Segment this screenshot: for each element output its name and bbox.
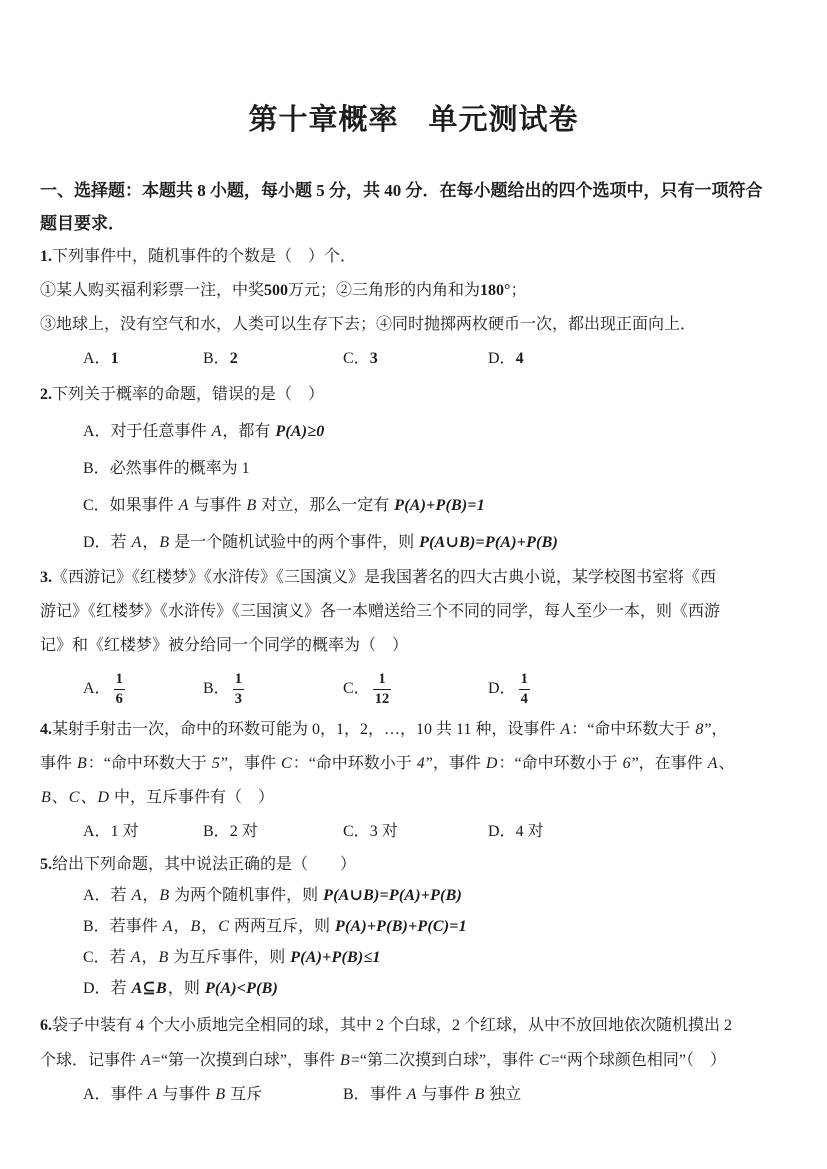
question-5-option-c: C．若 A，B 为互斥事件，则 P(A)+P(B)≤1 bbox=[83, 949, 381, 966]
question-6-option-b bbox=[343, 1078, 787, 1112]
fraction-numerator: 1 bbox=[115, 671, 123, 688]
option-label: A． bbox=[83, 350, 111, 367]
option-label: D． bbox=[488, 350, 516, 367]
question-5 bbox=[40, 849, 787, 1004]
question-6 bbox=[40, 1008, 787, 1112]
section-heading bbox=[40, 174, 787, 240]
option-label: C． bbox=[343, 823, 370, 840]
question-1-options bbox=[40, 342, 787, 376]
question-3-option-a bbox=[83, 670, 203, 707]
question-1-option-a bbox=[83, 342, 203, 376]
question-4 bbox=[40, 713, 787, 849]
question-3-option-b bbox=[203, 670, 343, 707]
question-3-options bbox=[40, 665, 787, 713]
question-4-option-b bbox=[203, 815, 343, 849]
section-heading-line-2: 题目要求． bbox=[40, 214, 125, 233]
fraction-denominator: 3 bbox=[234, 690, 242, 707]
option-label: A． bbox=[83, 1086, 111, 1103]
option-value: 2 对 bbox=[229, 823, 258, 840]
fraction-one-sixth bbox=[114, 670, 125, 707]
option-label: B． bbox=[343, 1086, 370, 1103]
question-3-option-d bbox=[488, 670, 787, 707]
option-label: C． bbox=[343, 350, 370, 367]
option-label: C． bbox=[343, 680, 370, 697]
question-1-items-line-2: ③地球上，没有空气和水，人类可以生存下去；④同时抛掷两枚硬币一次，都出现正面向上． bbox=[40, 316, 697, 333]
question-2-option-d: D．若 A，B 是一个随机试验中的两个事件，则 P(A∪B)=P(A)+P(B) bbox=[83, 534, 558, 551]
question-1-option-c bbox=[343, 342, 488, 376]
fraction-numerator: 1 bbox=[234, 671, 242, 688]
question-2-option-a: A．对于任意事件 A，都有 P(A)≥0 bbox=[83, 423, 325, 440]
question-4-option-a bbox=[83, 815, 203, 849]
question-2-option-c: C．如果事件 A 与事件 B 对立，那么一定有 P(A)+P(B)=1 bbox=[83, 497, 485, 514]
question-1 bbox=[40, 240, 787, 376]
fraction-one-quarter bbox=[519, 670, 530, 707]
option-label: D． bbox=[488, 823, 516, 840]
option-label: B． bbox=[203, 823, 230, 840]
option-value: 3 bbox=[369, 350, 378, 367]
fraction-denominator: 6 bbox=[115, 690, 123, 707]
document-title: 第十章概率 单元测试卷 bbox=[248, 104, 579, 136]
question-5-option-d: D．若 A⊆B，则 P(A)<P(B) bbox=[83, 980, 279, 997]
option-label: B． bbox=[203, 350, 230, 367]
fraction-one-third bbox=[233, 670, 244, 707]
question-4-line-2: 事件 B：“命中环数大于 5”，事件 C：“命中环数小于 4”，事件 D：“命中环数小于 6”，在事件 A、 bbox=[40, 755, 735, 772]
question-2 bbox=[40, 376, 787, 561]
question-2-stem: 2.下列关于概率的命题，错误的是（ ） bbox=[40, 386, 325, 403]
option-value: 1 对 bbox=[110, 823, 139, 840]
option-label: A． bbox=[83, 823, 111, 840]
question-2-option-b: B．必然事件的概率为 1 bbox=[83, 460, 250, 477]
question-4-option-d bbox=[488, 815, 787, 849]
option-value: 事件 A 与事件 B 独立 bbox=[369, 1086, 522, 1103]
question-5-option-a: A．若 A，B 为两个随机事件，则 P(A∪B)=P(A)+P(B) bbox=[83, 887, 462, 904]
question-3 bbox=[40, 561, 787, 713]
question-1-option-d bbox=[488, 342, 787, 376]
question-5-option-b: B．若事件 A，B，C 两两互斥，则 P(A)+P(B)+P(C)=1 bbox=[83, 918, 467, 935]
question-4-line-1: 4.某射手射击一次，命中的环数可能为 0，1，2，…，10 共 11 种，设事件 A：“命中环数大于 8”， bbox=[40, 721, 728, 738]
question-6-line-1: 6.袋子中装有 4 个大小质地完全相同的球，其中 2 个白球，2 个红球，从中不放回地依次随机摸出 2 bbox=[40, 1017, 733, 1034]
question-3-option-c bbox=[343, 670, 488, 707]
question-6-line-2: 个球．记事件 A=“第一次摸到白球”，事件 B=“第二次摸到白球”，事件 C=“两个球颜色相同”（ ） bbox=[40, 1052, 726, 1069]
option-value: 3 对 bbox=[369, 823, 398, 840]
fraction-denominator: 4 bbox=[520, 690, 528, 707]
question-1-items-line-1: ①某人购买福利彩票一注，中奖500万元；②三角形的内角和为180°； bbox=[40, 282, 527, 299]
question-3-line-3: 记》和《红楼梦》被分给同一个同学的概率为（ ） bbox=[40, 637, 409, 654]
question-1-option-b bbox=[203, 342, 343, 376]
question-4-line-3: B、C、D 中，互斥事件有（ ） bbox=[41, 789, 275, 806]
question-3-line-2: 游记》《红楼梦》《水浒传》《三国演义》各一本赠送给三个不同的同学，每人至少一本，则《西游 bbox=[40, 603, 721, 620]
question-4-option-c bbox=[343, 815, 488, 849]
question-1-stem: 1.下列事件中，随机事件的个数是（ ）个． bbox=[40, 248, 357, 265]
question-6-option-a bbox=[83, 1078, 343, 1112]
fraction-one-twelfth bbox=[373, 670, 392, 707]
question-3-line-1: 3.《西游记》《红楼梦》《水浒传》《三国演义》是我国著名的四大古典小说，某学校图书室将《西 bbox=[40, 569, 717, 586]
option-value: 4 bbox=[515, 350, 524, 367]
question-6-options bbox=[40, 1078, 787, 1112]
option-value: 4 对 bbox=[515, 823, 544, 840]
option-label: A． bbox=[83, 680, 111, 697]
option-label: D． bbox=[488, 680, 516, 697]
section-heading-line-1: 一、选择题：本题共 8 小题，每小题 5 分，共 40 分．在每小题给出的四个选项中，只有一项符合 bbox=[40, 181, 763, 200]
option-label: B． bbox=[203, 680, 230, 697]
fraction-numerator: 1 bbox=[378, 671, 386, 688]
question-5-stem: 5.给出下列命题，其中说法正确的是（ ） bbox=[40, 856, 357, 873]
question-4-options bbox=[40, 815, 787, 849]
option-value: 事件 A 与事件 B 互斥 bbox=[110, 1086, 263, 1103]
option-value: 1 bbox=[110, 350, 119, 367]
fraction-numerator: 1 bbox=[520, 671, 528, 688]
option-value: 2 bbox=[229, 350, 238, 367]
fraction-denominator: 12 bbox=[374, 690, 390, 707]
